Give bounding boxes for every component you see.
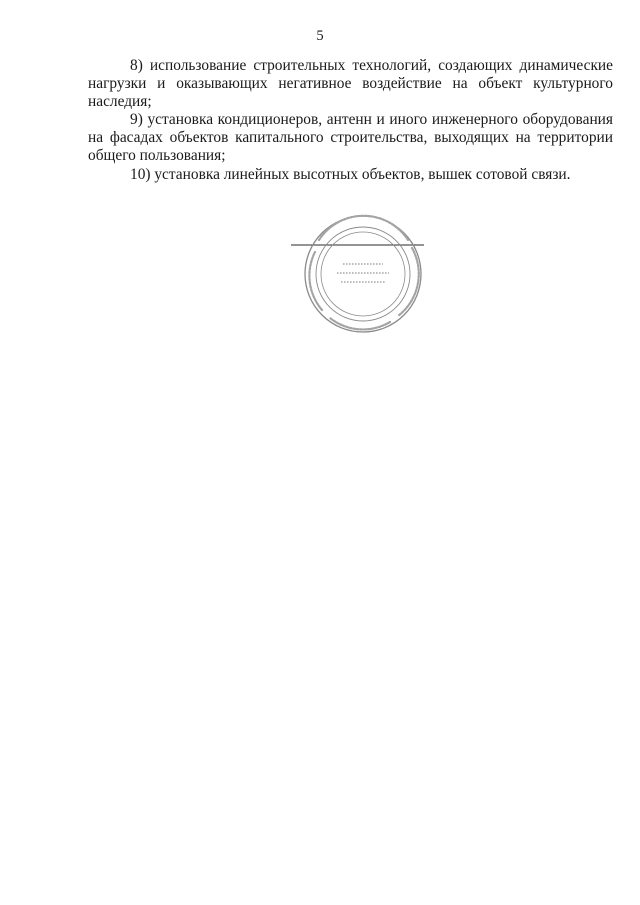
list-item-8: 8) использование строительных технологий, создающих динамические нагрузки и оказывающих негативное воздействие на объект культурного наследия; (88, 57, 613, 111)
stamp-rim-lettering (398, 248, 419, 316)
list-item-9: 9) установка кондиционеров, антенн и иного инженерного оборудования на фасадах объектов капитального строительства, выходящих на территории общего пользования; (88, 111, 613, 165)
page-number: 5 (316, 28, 324, 44)
stamp-middle-ring (316, 227, 410, 321)
stamp-rim-lettering (319, 216, 408, 240)
list-item-10: 10) установка линейных высотных объектов, вышек сотовой связи. (130, 165, 571, 183)
restrictions-list (88, 57, 613, 184)
official-stamp (286, 212, 426, 336)
stamp-rim-lettering (330, 318, 390, 329)
